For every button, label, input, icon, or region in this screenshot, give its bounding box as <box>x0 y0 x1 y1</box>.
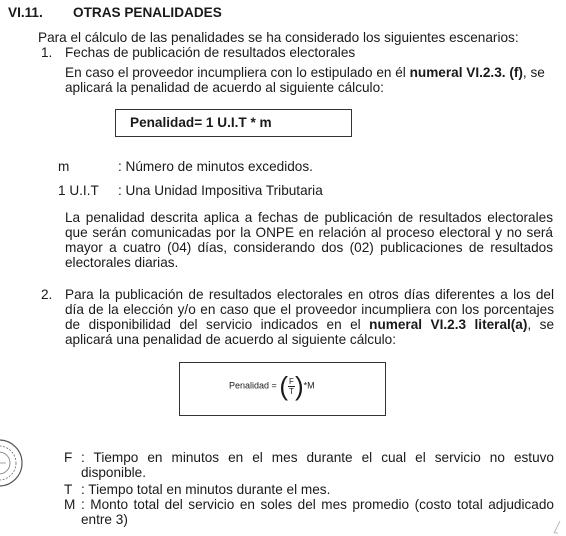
defF-term: F <box>64 450 73 465</box>
item2-text <box>65 287 554 347</box>
item2-text-b: , se aplicará una penalidad de acuerdo al siguiente cálculo: <box>65 317 555 347</box>
defM-desc: : Monto total del servicio en soles del mes promedio (costo total adjudicado entre 3) <box>81 497 554 527</box>
defM-term: M <box>64 497 76 512</box>
section-title: OTRAS PENALIDADES <box>73 5 222 20</box>
item1-number: 1. <box>41 45 53 60</box>
formula2-denominator: T <box>289 386 294 396</box>
formula2 <box>229 371 315 401</box>
def1-desc: : Número de minutos excedidos. <box>118 159 313 174</box>
item1-title: Fechas de publicación de resultados electorales <box>65 45 356 60</box>
item1-ref: numeral VI.2.3. (f) <box>409 65 523 80</box>
formula2-close-paren: ) <box>294 371 304 401</box>
formula1-text: Penalidad= 1 U.I.T * m <box>130 115 272 130</box>
def2-term: 1 U.I.T <box>58 183 99 198</box>
item2-ref: numeral VI.2.3 literal(a) <box>369 317 528 332</box>
defF-desc: : Tiempo en minutos en el mes durante el cual el servicio no estuvo disponible. <box>81 450 554 480</box>
official-seal-icon <box>0 438 24 488</box>
formula2-open-paren: ( <box>279 371 288 401</box>
defT-desc: : Tiempo total en minutos durante el mes. <box>81 482 331 497</box>
def2-desc: : Una Unidad Impositiva Tributaria <box>118 183 323 198</box>
formula2-label: Penalidad = <box>229 380 277 391</box>
item2-text-a: Para la publicación de resultados electorales en otros días diferentes a los del día de la elección y/o en caso que el proveedor incumpliera con los porcentajes de disponibilidad del servicio indicados en el <box>65 287 554 332</box>
item1-paragraph: La penalidad descrita aplica a fechas de publicación de resultados electorales que serán comunicadas por la ONPE en relación al proceso electoral y no será mayor a cuatro (04) días, considerando dos (02) publicaciones de resultados electorales diarias. <box>65 210 553 270</box>
def1-term: m <box>58 159 70 174</box>
formula2-fraction <box>288 377 295 396</box>
item2-number: 2. <box>41 287 53 302</box>
item1-text-b: , se <box>522 65 545 80</box>
item1-text-c: aplicará la penalidad de acuerdo al siguiente cálculo: <box>65 80 384 95</box>
formula2-numerator: F <box>289 376 294 386</box>
formula1-box <box>115 109 352 137</box>
defT-term: T <box>64 482 73 497</box>
pen-mark-icon <box>552 520 562 534</box>
formula2-suffix: *M <box>303 380 315 391</box>
item1-text-a: En caso el proveedor incumpliera con lo estipulado en él <box>65 65 406 80</box>
item1-text <box>65 65 560 95</box>
intro-text: Para el cálculo de las penalidades se ha considerado los siguientes escenarios: <box>38 30 519 45</box>
formula2-box <box>179 362 386 416</box>
section-number: VI.11. <box>8 5 43 20</box>
